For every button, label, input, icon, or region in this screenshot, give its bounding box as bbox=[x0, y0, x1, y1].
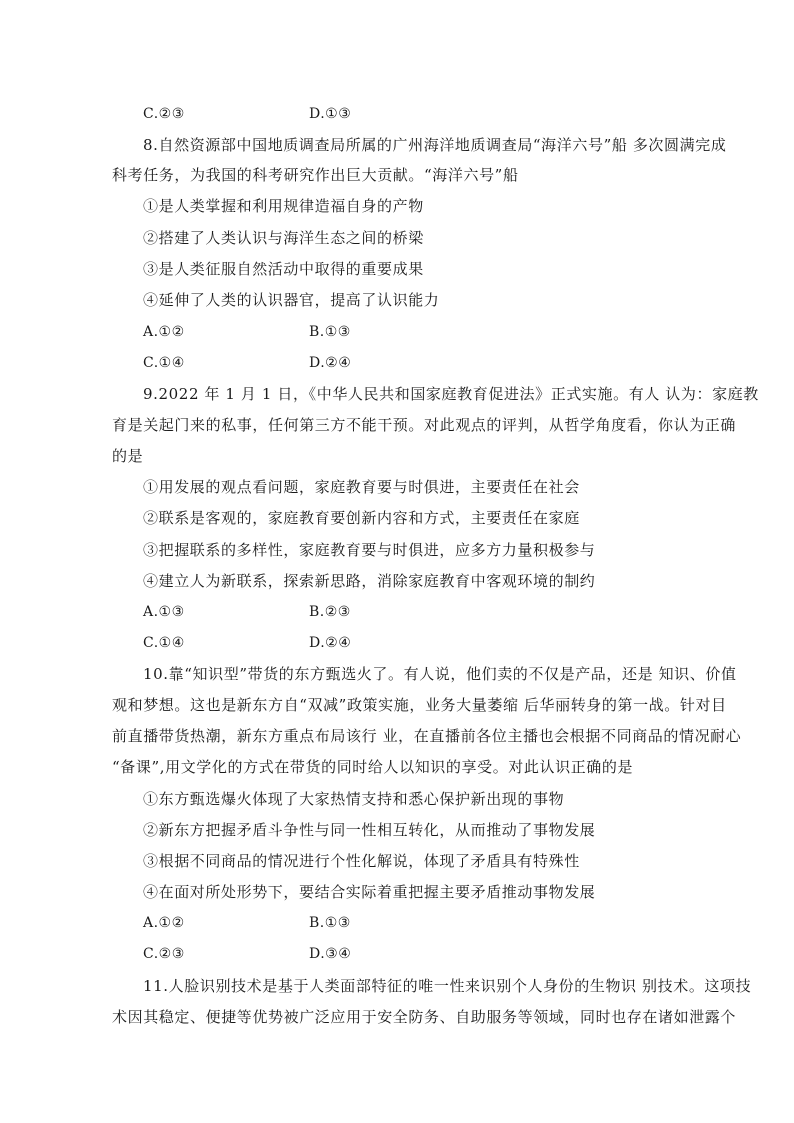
q8-option-c: C.①④ bbox=[143, 355, 185, 371]
q9-item-3: ③把握联系的多样性，家庭教育要与时俱进，应多方力量积极参与 bbox=[143, 541, 596, 559]
q9-option-a: A.①③ bbox=[143, 604, 185, 620]
q9-option-b: B.②③ bbox=[309, 604, 351, 620]
q10-stem-line-2: 观和梦想。这也是新东方自“双减”政策实施，业务大量萎缩 后华丽转身的第一战。针对目 bbox=[112, 696, 727, 714]
q10-option-c: C.②③ bbox=[143, 946, 185, 962]
q7-option-c: C.②③ bbox=[143, 106, 185, 122]
q10-item-1: ①东方甄选爆火体现了大家热情支持和悉心保护新出现的事物 bbox=[143, 790, 565, 808]
q9-stem-line-3: 的是 bbox=[112, 447, 144, 465]
q8-stem-line-1: 8.自然资源部中国地质调查局所属的广州海洋地质调查局“海洋六号”船 多次圆满完成 bbox=[143, 136, 727, 154]
q9-option-c: C.①④ bbox=[143, 635, 185, 651]
q11-stem-line-1: 11.人脸识别技术是基于人类面部特征的唯一性来识别个人身份的生物识 别技术。这项技 bbox=[143, 977, 752, 995]
q8-option-b: B.①③ bbox=[309, 324, 351, 340]
q10-stem-line-3: 前直播带货热潮，新东方重点布局该行 业，在直播前各位主播也会根据不同商品的情况耐心 bbox=[112, 727, 742, 745]
q9-stem-line-2: 育是关起门来的私事，任何第三方不能干预。对此观点的评判，从哲学角度看，你认为正确 bbox=[112, 416, 737, 434]
q10-stem-line-1: 10.靠“知识型”带货的东方甄选火了。有人说，他们卖的不仅是产品，还是 知识、价值 bbox=[143, 665, 737, 683]
q10-stem-line-4: “备课”,用文学化的方式在带货的同时给人以知识的享受。对此认识正确的是 bbox=[112, 758, 634, 776]
q9-option-d: D.②④ bbox=[309, 635, 352, 651]
q9-item-2: ②联系是客观的，家庭教育要创新内容和方式，主要责任在家庭 bbox=[143, 509, 580, 527]
q10-option-a: A.①② bbox=[143, 915, 185, 931]
q9-item-4: ④建立人为新联系，探索新思路，消除家庭教育中客观环境的制约 bbox=[143, 572, 596, 590]
q8-option-a: A.①② bbox=[143, 324, 185, 340]
q7-option-d: D.①③ bbox=[309, 106, 352, 122]
q9-stem-line-1: 9.2022 年 1 月 1 日，《中华人民共和国家庭教育促进法》正式实施。有人 认为：家庭教 bbox=[143, 385, 759, 403]
q8-item-3: ③是人类征服自然活动中取得的重要成果 bbox=[143, 260, 424, 278]
q8-option-d: D.②④ bbox=[309, 355, 352, 371]
q8-stem-line-2: 科考任务，为我国的科考研究作出巨大贡献。“海洋六号”船 bbox=[112, 166, 519, 184]
q9-item-1: ①用发展的观点看问题，家庭教育要与时俱进，主要责任在社会 bbox=[143, 478, 580, 496]
q8-item-2: ②搭建了人类认识与海洋生态之间的桥梁 bbox=[143, 229, 424, 247]
q10-item-2: ②新东方把握矛盾斗争性与同一性相互转化，从而推动了事物发展 bbox=[143, 821, 596, 839]
q10-option-b: B.①③ bbox=[309, 915, 351, 931]
q11-stem-line-2: 术因其稳定、便捷等优势被广泛应用于安全防务、自助服务等领域，同时也存在诸如泄露个 bbox=[112, 1008, 737, 1026]
q10-item-3: ③根据不同商品的情况进行个性化解说，体现了矛盾具有特殊性 bbox=[143, 852, 580, 870]
q8-item-1: ①是人类掌握和利用规律造福自身的产物 bbox=[143, 197, 424, 215]
q10-option-d: D.③④ bbox=[309, 946, 352, 962]
q8-item-4: ④延伸了人类的认识器官，提高了认识能力 bbox=[143, 291, 440, 309]
q10-item-4: ④在面对所处形势下，要结合实际着重把握主要矛盾推动事物发展 bbox=[143, 883, 596, 901]
